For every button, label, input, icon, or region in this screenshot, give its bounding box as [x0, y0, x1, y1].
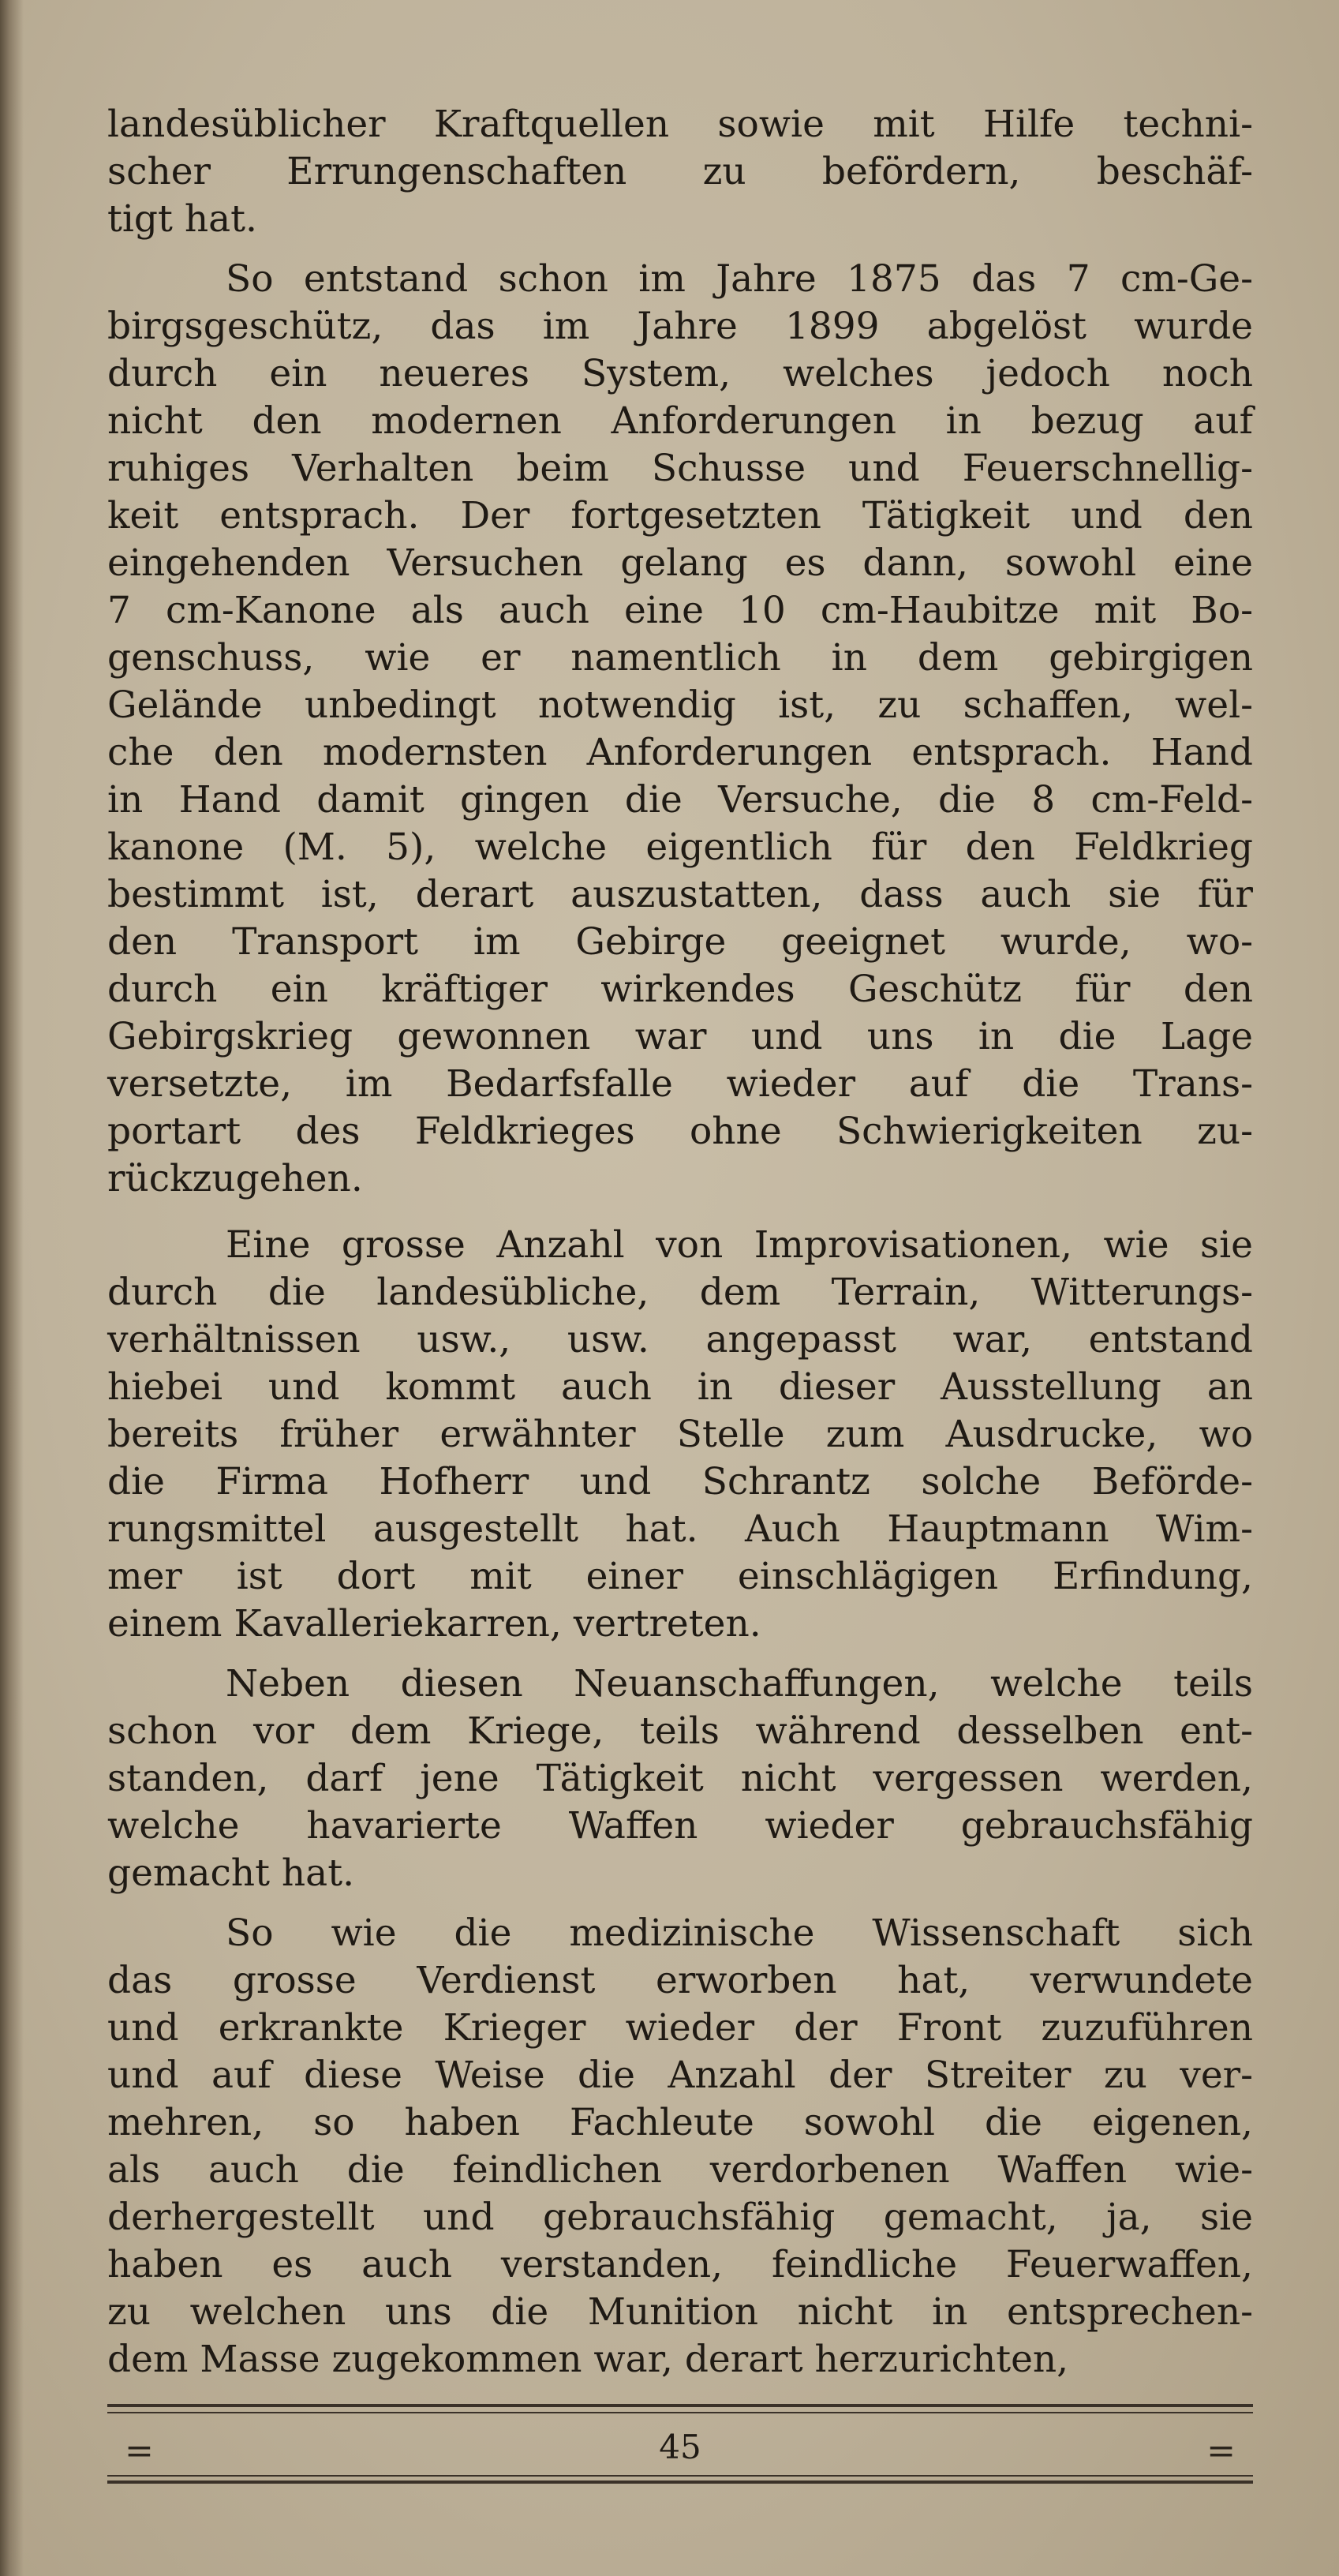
text-line: gemacht hat.	[107, 1852, 355, 1895]
footer-rule	[107, 2412, 1253, 2413]
text-line: versetzte, im Bedarfsfalle wieder auf die Trans-	[107, 1062, 1253, 1106]
text-line: bereits früher erwähnter Stelle zum Ausdrucke, wo	[107, 1413, 1253, 1456]
text-line: derhergestellt und gebrauchsfähig gemacht, ja, sie	[107, 2196, 1253, 2239]
text-line: ruhiges Verhalten beim Schusse und Feuerschnellig-	[107, 447, 1253, 490]
text-line: und auf diese Weise die Anzahl der Streiter zu ver-	[107, 2054, 1253, 2097]
text-line: rückzugehen.	[107, 1157, 363, 1200]
text-line: Neben diesen Neuanschaffungen, welche teils	[226, 1662, 1253, 1705]
text-line: So wie die medizinische Wissenschaft sich	[226, 1911, 1253, 1955]
text-line: So entstand schon im Jahre 1875 das 7 cm-Ge-	[226, 257, 1253, 301]
paragraph	[107, 101, 1253, 243]
text-line: das grosse Verdienst erworben hat, verwundete	[107, 1959, 1253, 2002]
spine-shadow	[0, 0, 24, 2576]
text-line: durch ein neueres System, welches jedoch noch	[107, 352, 1253, 395]
page-number: 45	[659, 2428, 701, 2466]
text-line: und erkrankte Krieger wieder der Front zuzuführen	[107, 2006, 1253, 2050]
text-line: mer ist dort mit einer einschlägigen Erfindung,	[107, 1555, 1253, 1598]
text-line: bestimmt ist, derart auszustatten, dass auch sie für	[107, 873, 1253, 916]
text-line: Gebirgskrieg gewonnen war und uns in die Lage	[107, 1015, 1253, 1058]
text-line: haben es auch verstanden, feindliche Feuerwaffen,	[107, 2243, 1253, 2286]
text-line: portart des Feldkrieges ohne Schwierigkeiten zu-	[107, 1110, 1253, 1153]
text-line: nicht den modernen Anforderungen in bezug auf	[107, 399, 1253, 443]
paragraph	[107, 1661, 1253, 1897]
footer-left-mark: =	[125, 2431, 154, 2471]
text-line: standen, darf jene Tätigkeit nicht vergessen werden,	[107, 1757, 1253, 1800]
paragraph	[107, 1910, 1253, 2383]
footer-right-mark: =	[1206, 2431, 1236, 2471]
text-line: in Hand damit gingen die Versuche, die 8 cm-Feld-	[107, 778, 1253, 822]
text-line: verhältnissen usw., usw. angepasst war, entstand	[107, 1318, 1253, 1361]
text-line: durch die landesübliche, dem Terrain, Witterungs-	[107, 1271, 1253, 1314]
text-line: durch ein kräftiger wirkendes Geschütz für den	[107, 968, 1253, 1011]
text-line: hiebei und kommt auch in dieser Ausstellung an	[107, 1365, 1253, 1409]
text-line: keit entsprach. Der fortgesetzten Tätigkeit und den	[107, 494, 1253, 537]
paragraph	[107, 256, 1253, 1203]
text-line: kanone (M. 5), welche eigentlich für den Feldkrieg	[107, 826, 1253, 869]
text-line: schon vor dem Kriege, teils während desselben ent-	[107, 1709, 1253, 1753]
text-line: als auch die feindlichen verdorbenen Waffen wie-	[107, 2148, 1253, 2192]
footer-rule	[107, 2475, 1253, 2477]
text-line: scher Errungenschaften zu befördern, beschäf-	[107, 150, 1253, 193]
text-line: tigt hat.	[107, 197, 257, 241]
text-line: dem Masse zugekommen war, derart herzurichten,	[107, 2338, 1069, 2381]
paragraph	[107, 1222, 1253, 1648]
footer-rule	[107, 2481, 1253, 2484]
text-line: mehren, so haben Fachleute sowohl die eigenen,	[107, 2101, 1253, 2144]
text-line: che den modernsten Anforderungen entsprach. Hand	[107, 731, 1253, 774]
text-line: einem Kavalleriekarren, vertreten.	[107, 1602, 761, 1646]
text-line: die Firma Hofherr und Schrantz solche Beförde-	[107, 1460, 1253, 1503]
text-line: landesüblicher Kraftquellen sowie mit Hilfe techni-	[107, 103, 1253, 146]
text-line: rungsmittel ausgestellt hat. Auch Hauptmann Wim-	[107, 1507, 1253, 1551]
text-line: birgsgeschütz, das im Jahre 1899 abgelöst wurde	[107, 305, 1253, 348]
page-footer	[107, 2404, 1253, 2486]
text-line: eingehenden Versuchen gelang es dann, sowohl eine	[107, 541, 1253, 585]
text-line: zu welchen uns die Munition nicht in entsprechen-	[107, 2290, 1253, 2334]
text-line: den Transport im Gebirge geeignet wurde, wo-	[107, 920, 1253, 964]
body-text	[107, 101, 1253, 2383]
footer-rule	[107, 2404, 1253, 2407]
text-line: genschuss, wie er namentlich in dem gebirgigen	[107, 636, 1253, 680]
text-line: Eine grosse Anzahl von Improvisationen, wie sie	[226, 1223, 1253, 1267]
text-line: Gelände unbedingt notwendig ist, zu schaffen, wel-	[107, 683, 1253, 727]
text-line: 7 cm-Kanone als auch eine 10 cm-Haubitze mit Bo-	[107, 589, 1253, 632]
text-line: welche havarierte Waffen wieder gebrauchsfähig	[107, 1804, 1253, 1848]
